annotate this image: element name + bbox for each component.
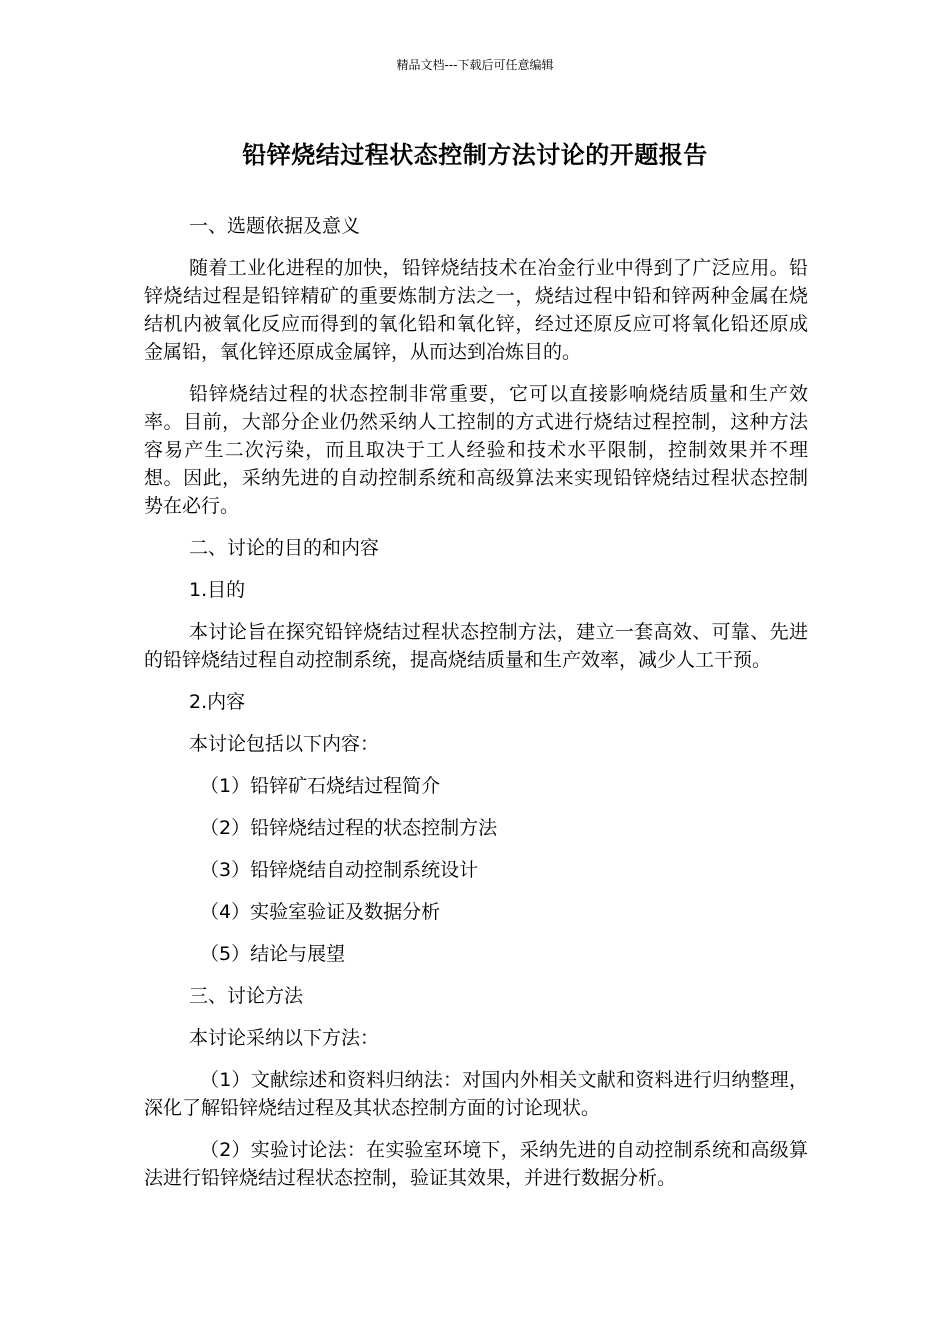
paragraph: 本讨论包括以下内容： bbox=[189, 733, 380, 755]
paragraph: 随着工业化进程的加快，铅锌烧结技术在冶金行业中得到了广泛应用。铅锌烧结过程是铅锌精矿的重要炼制方法之一，烧结过程中铅和锌两种金属在烧结机内被氧化反应而得到的氧化铅和氧化锌，经过还原反应可将氧化铅还原成金属铅，氧化锌还原成金属锌，从而达到冶炼目的。 bbox=[144, 257, 808, 363]
paragraph: 铅锌烧结过程的状态控制非常重要，它可以直接影响烧结质量和生产效率。目前，大部分企业仍然采纳人工控制的方式进行烧结过程控制，这种方法容易产生二次污染，而且取决于工人经验和技术水平限制，控制效果并不理想。因此，采纳先进的自动控制系统和高级算法来实现铅锌烧结过程状态控制势在必行。 bbox=[144, 383, 808, 517]
list-item: （5）结论与展望 bbox=[200, 943, 346, 965]
subheading-purpose: 1.目的 bbox=[189, 579, 246, 601]
document-title: 铅锌烧结过程状态控制方法讨论的开题报告 bbox=[242, 141, 708, 169]
method-item: （1）文献综述和资料归纳法：对国内外相关文献和资料进行归纳整理，深化了解铅锌烧结过程及其状态控制方面的讨论现状。 bbox=[144, 1069, 808, 1119]
list-item: （4）实验室验证及数据分析 bbox=[200, 901, 441, 923]
paragraph: 本讨论采纳以下方法： bbox=[189, 1027, 380, 1049]
section-heading-3: 三、讨论方法 bbox=[189, 985, 304, 1007]
list-item: （2）铅锌烧结过程的状态控制方法 bbox=[200, 817, 498, 839]
section-heading-2: 二、讨论的目的和内容 bbox=[189, 537, 380, 559]
list-item: （3）铅锌烧结自动控制系统设计 bbox=[200, 859, 479, 881]
document-body bbox=[144, 212, 808, 1206]
subheading-content: 2.内容 bbox=[189, 691, 246, 713]
paragraph: 本讨论旨在探究铅锌烧结过程状态控制方法，建立一套高效、可靠、先进的铅锌烧结过程自动控制系统，提高烧结质量和生产效率，减少人工干预。 bbox=[144, 621, 808, 671]
page-header: 精品文档---下载后可任意编辑 bbox=[396, 58, 554, 72]
list-item: （1）铅锌矿石烧结过程简介 bbox=[200, 775, 441, 797]
method-item: （2）实验讨论法：在实验室环境下，采纳先进的自动控制系统和高级算法进行铅锌烧结过程状态控制，验证其效果，并进行数据分析。 bbox=[144, 1139, 808, 1189]
section-heading-1: 一、选题依据及意义 bbox=[189, 215, 361, 237]
